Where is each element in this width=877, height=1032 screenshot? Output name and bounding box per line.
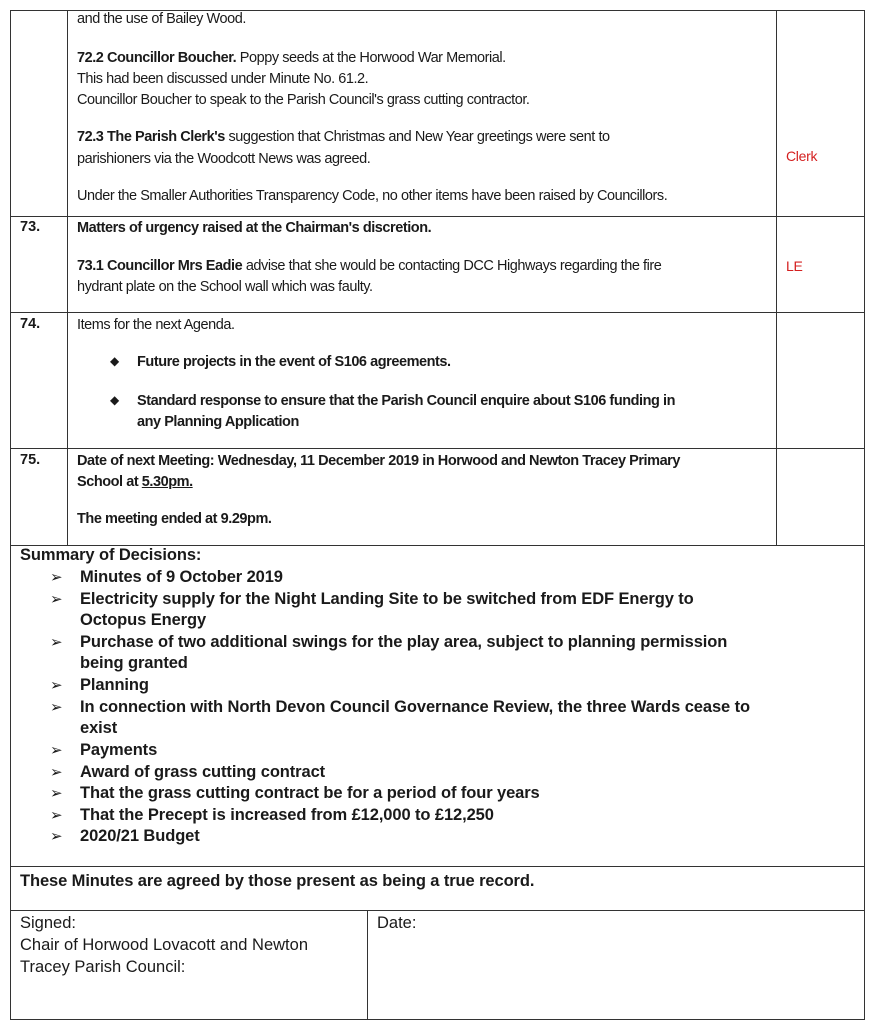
row73-heading: Matters of urgency raised at the Chairman's discretion. — [77, 220, 432, 236]
item-72-3-text: suggestion that Christmas and New Year greetings were sent to — [224, 129, 610, 145]
next-meeting-prefix: School at — [77, 474, 142, 490]
transparency-note: Under the Smaller Authorities Transparency Code, no other items have been raised by Councillors. — [77, 188, 668, 204]
summary-item: Payments — [80, 741, 158, 759]
row72-line-top: and the use of Bailey Wood. — [77, 11, 246, 27]
arrow-bullet-icon: ➢ — [50, 807, 63, 824]
arrow-bullet-icon: ➢ — [50, 634, 63, 651]
arrow-bullet-icon: ➢ — [50, 569, 63, 586]
next-meeting-line1: Date of next Meeting: Wednesday, 11 December 2019 in Horwood and Newton Tracey Primary — [77, 453, 680, 469]
summary-item: In connection with North Devon Council Governance Review, the three Wards cease to — [80, 698, 750, 716]
column-divider-action — [776, 10, 777, 546]
meeting-ended: The meeting ended at 9.29pm. — [77, 511, 272, 527]
summary-item-cont: exist — [80, 719, 118, 737]
arrow-bullet-icon: ➢ — [50, 591, 63, 608]
diamond-bullet-icon: ◆ — [110, 393, 120, 407]
item-73-1 — [77, 256, 661, 277]
action-clerk: Clerk — [786, 148, 818, 164]
arrow-bullet-icon: ➢ — [50, 785, 63, 802]
summary-item-cont: being granted — [80, 654, 188, 672]
column-divider-number — [67, 10, 68, 546]
signature-divider — [367, 910, 368, 1020]
summary-item: Electricity supply for the Night Landing Site to be switched from EDF Energy to — [80, 590, 694, 608]
item-72-2-heading: 72.2 Councillor Boucher. — [77, 50, 237, 66]
chair-line1: Chair of Horwood Lovacott and Newton — [20, 936, 308, 954]
item-72-2-line3: Councillor Boucher to speak to the Parish Council's grass cutting contractor. — [77, 92, 530, 108]
summary-item: That the grass cutting contract be for a period of four years — [80, 784, 540, 802]
date-label: Date: — [377, 914, 417, 932]
item-73-1-line2: hydrant plate on the School wall which was faulty. — [77, 279, 373, 295]
signed-label: Signed: — [20, 914, 76, 932]
agreed-statement: These Minutes are agreed by those present as being a true record. — [20, 872, 535, 890]
item-73-1-text: advise that she would be contacting DCC Highways regarding the fire — [242, 258, 662, 274]
agreed-divider — [10, 910, 865, 911]
summary-item: That the Precept is increased from £12,000 to £12,250 — [80, 806, 494, 824]
summary-item-cont: Octopus Energy — [80, 611, 207, 629]
item-72-2-line2: This had been discussed under Minute No. 61.2. — [77, 71, 369, 87]
row-divider-75 — [10, 448, 865, 449]
summary-item: Minutes of 9 October 2019 — [80, 568, 283, 586]
row-divider-74 — [10, 312, 865, 313]
item-73-1-heading: 73.1 Councillor Mrs Eadie — [77, 258, 243, 274]
summary-item: 2020/21 Budget — [80, 827, 200, 845]
action-le: LE — [786, 258, 803, 274]
row74-number: 74. — [20, 316, 41, 332]
summary-title: Summary of Decisions: — [20, 546, 202, 564]
diamond-bullet-icon: ◆ — [110, 354, 120, 368]
summary-item: Purchase of two additional swings for the play area, subject to planning permission — [80, 633, 728, 651]
row-divider-73 — [10, 216, 865, 217]
summary-item: Planning — [80, 676, 149, 694]
item-72-2 — [77, 48, 506, 69]
summary-divider — [10, 866, 865, 867]
next-meeting-time: 5.30pm. — [141, 474, 193, 490]
chair-line2: Tracey Parish Council: — [20, 958, 186, 976]
item-72-3-heading: 72.3 The Parish Clerk's — [77, 129, 225, 145]
arrow-bullet-icon: ➢ — [50, 699, 63, 716]
next-meeting-line2 — [77, 472, 193, 493]
agenda-bullet-1: Future projects in the event of S106 agreements. — [137, 354, 451, 370]
arrow-bullet-icon: ➢ — [50, 764, 63, 781]
arrow-bullet-icon: ➢ — [50, 828, 63, 845]
agenda-bullet-2-cont: any Planning Application — [137, 414, 299, 430]
item-72-2-text: Poppy seeds at the Horwood War Memorial. — [236, 50, 506, 66]
row75-number: 75. — [20, 452, 41, 468]
arrow-bullet-icon: ➢ — [50, 677, 63, 694]
row74-heading: Items for the next Agenda. — [77, 317, 235, 333]
row73-number: 73. — [20, 219, 41, 235]
summary-item: Award of grass cutting contract — [80, 763, 326, 781]
arrow-bullet-icon: ➢ — [50, 742, 63, 759]
agenda-bullet-2: Standard response to ensure that the Parish Council enquire about S106 funding in — [137, 393, 675, 409]
item-72-3 — [77, 127, 610, 148]
item-72-3-line2: parishioners via the Woodcott News was agreed. — [77, 151, 371, 167]
